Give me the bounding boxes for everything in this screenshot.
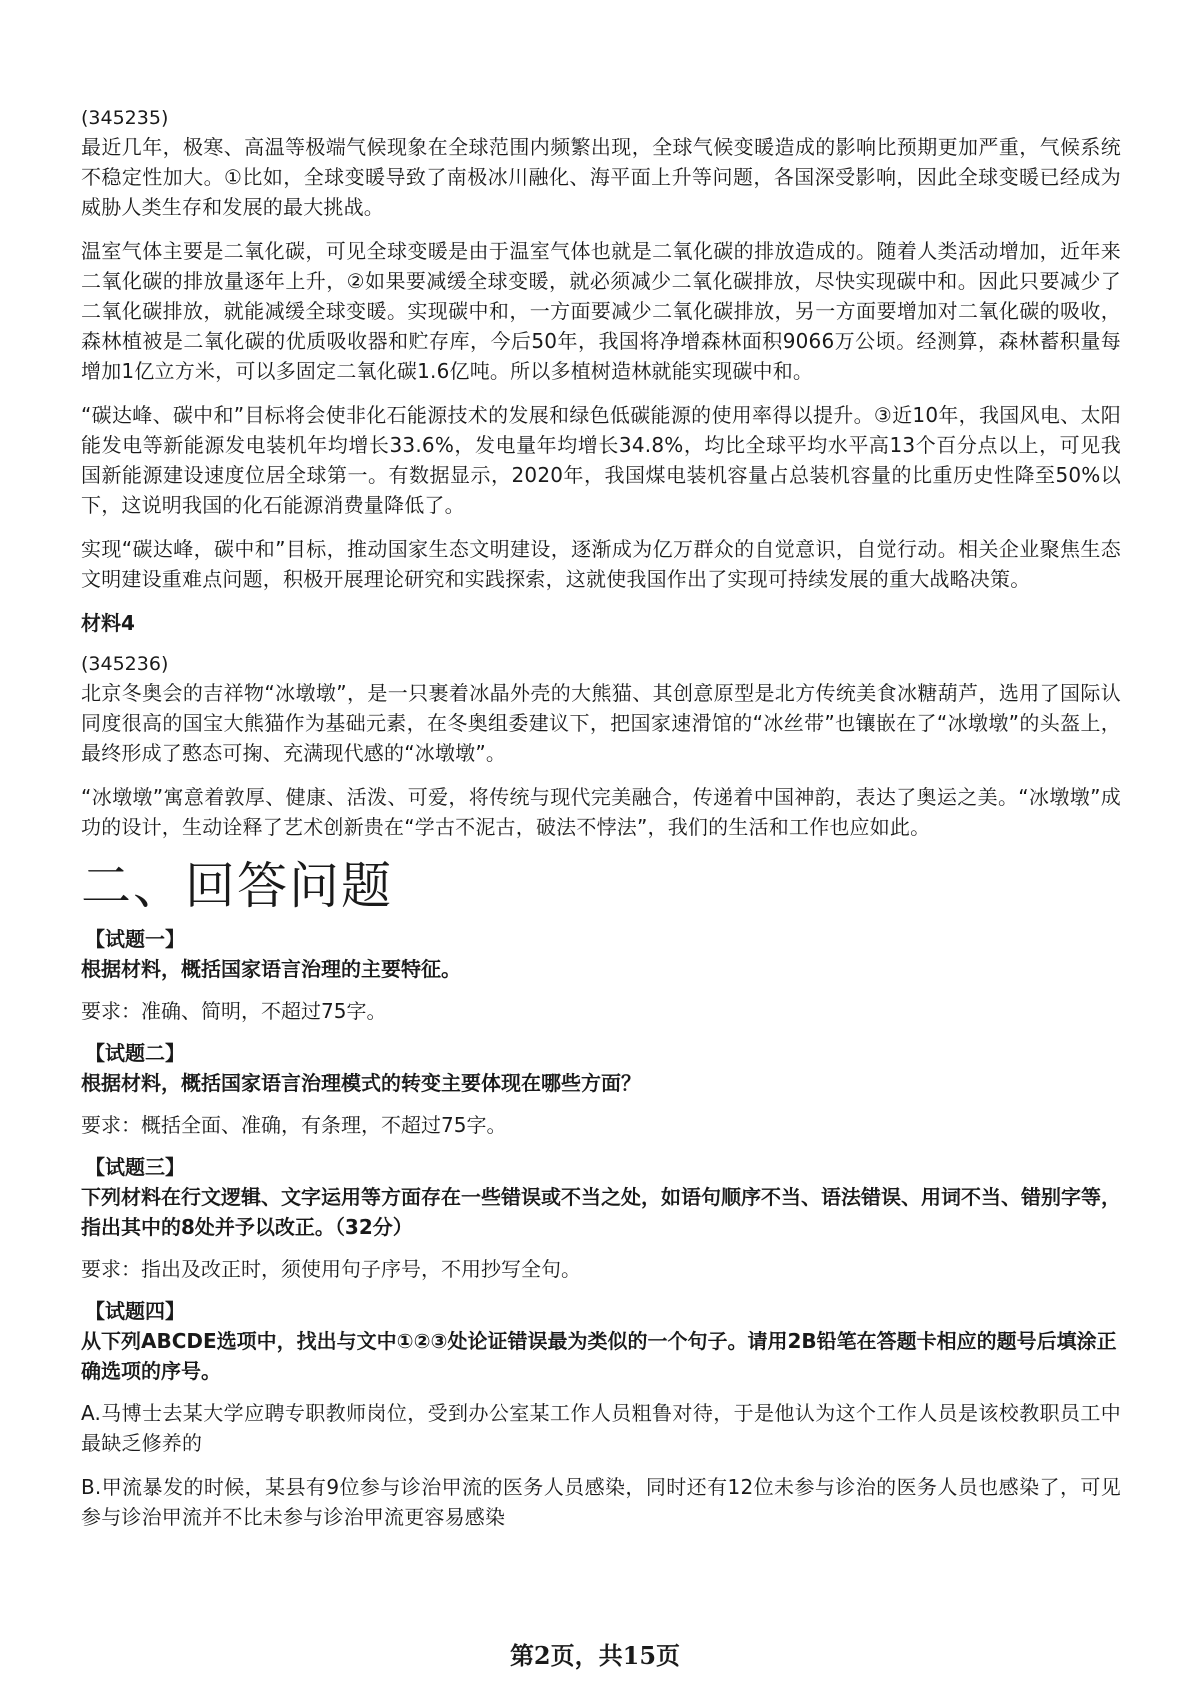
material-code: (345236) (81, 653, 169, 675)
question-requirement: 要求：准确、简明，不超过75字。 (81, 999, 387, 1023)
question-label: 【试题三】 (85, 1155, 185, 1179)
page-number: 第2页，共15页 (509, 1641, 681, 1670)
question-requirement: 要求：概括全面、准确，有条理，不超过75字。 (81, 1113, 507, 1137)
question-1 (81, 924, 1121, 1026)
paragraph: 实现“碳达峰，碳中和”目标，推动国家生态文明建设，逐渐成为亿万群众的自觉意识，自觉行动。相关企业聚焦生态文明建设重难点问题，积极开展理论研究和实践探索，这就使我国作出了实现可持续发展的重大战略决策。 (81, 537, 1121, 591)
question-label: 【试题一】 (85, 927, 185, 951)
question-prompt: 根据材料，概括国家语言治理模式的转变主要体现在哪些方面？ (81, 1071, 641, 1095)
paragraph: “碳达峰、碳中和”目标将会使非化石能源技术的发展和绿色低碳能源的使用率得以提升。③近10年，我国风电、太阳能发电等新能源发电装机年均增长33.6%，发电量年均增长34.8%，均比全球平均水平高13个百分点以上，可见我国新能源建设速度位居全球第一。有数据显示，2020年，我国煤电装机容量占总装机容量的比重历史性降至50%以下，这说明我国的化石能源消费量降低了。 (81, 403, 1121, 517)
material-4 (81, 608, 1121, 842)
document-body (81, 104, 1121, 1546)
answer-option-b: B.甲流暴发的时候，某县有9位参与诊治甲流的医务人员感染，同时还有12位未参与诊治的医务人员也感染了，可见参与诊治甲流并不比未参与诊治甲流更容易感染 (81, 1475, 1121, 1529)
question-3 (81, 1152, 1121, 1284)
question-4 (81, 1296, 1121, 1532)
question-prompt: 下列材料在行文逻辑、文字运用等方面存在一些错误或不当之处，如语句顺序不当、语法错误、用词不当、错别字等，指出其中的8处并予以改正。（32分） (81, 1185, 1121, 1239)
question-requirement: 要求：指出及改正时，须使用句子序号，不用抄写全句。 (81, 1257, 581, 1281)
material-heading: 材料4 (81, 611, 135, 635)
question-2 (81, 1038, 1121, 1140)
material-code: (345235) (81, 107, 169, 129)
question-prompt: 从下列ABCDE选项中，找出与文中①②③处论证错误最为类似的一个句子。请用2B铅笔在答题卡相应的题号后填涂正确选项的序号。 (81, 1329, 1117, 1383)
answer-option-a: A.马博士去某大学应聘专职教师岗位，受到办公室某工作人员粗鲁对待，于是他认为这个工作人员是该校教职员工中最缺乏修养的 (81, 1401, 1121, 1455)
paragraph: 北京冬奥会的吉祥物“冰墩墩”，是一只裹着冰晶外壳的大熊猫、其创意原型是北方传统美食冰糖葫芦，选用了国际认同度很高的国宝大熊猫作为基础元素，在冬奥组委建议下，把国家速滑馆的“冰丝带”也镶嵌在了“冰墩墩”的头盔上，最终形成了憨态可掬、充满现代感的“冰墩墩”。 (81, 681, 1121, 765)
question-label: 【试题四】 (85, 1299, 185, 1323)
paragraph: “冰墩墩”寓意着敦厚、健康、活泼、可爱，将传统与现代完美融合，传递着中国神韵，表达了奥运之美。“冰墩墩”成功的设计，生动诠释了艺术创新贵在“学古不泥古，破法不悖法”，我们的生活和工作也应如此。 (81, 785, 1121, 839)
material-3 (81, 104, 1121, 594)
paragraph: 温室气体主要是二氧化碳，可见全球变暖是由于温室气体也就是二氧化碳的排放造成的。随着人类活动增加，近年来二氧化碳的排放量逐年上升，②如果要减缓全球变暖，就必须减少二氧化碳排放，尽快实现碳中和。因此只要减少了二氧化碳排放，就能减缓全球变暖。实现碳中和，一方面要减少二氧化碳排放，另一方面要增加对二氧化碳的吸收，森林植被是二氧化碳的优质吸收器和贮存库，今后50年，我国将净增森林面积9066万公顷。经测算，森林蓄积量每增加1亿立方米，可以多固定二氧化碳1.6亿吨。所以多植树造林就能实现碳中和。 (81, 239, 1121, 383)
section-title: 二、回答问题 (81, 857, 393, 915)
paragraph: 最近几年，极寒、高温等极端气候现象在全球范围内频繁出现，全球气候变暖造成的影响比预期更加严重，气候系统不稳定性加大。①比如，全球变暖导致了南极冰川融化、海平面上升等问题，各国深受影响，因此全球变暖已经成为威胁人类生存和发展的最大挑战。 (81, 135, 1121, 219)
question-prompt: 根据材料，概括国家语言治理的主要特征。 (81, 957, 461, 981)
question-label: 【试题二】 (85, 1041, 185, 1065)
